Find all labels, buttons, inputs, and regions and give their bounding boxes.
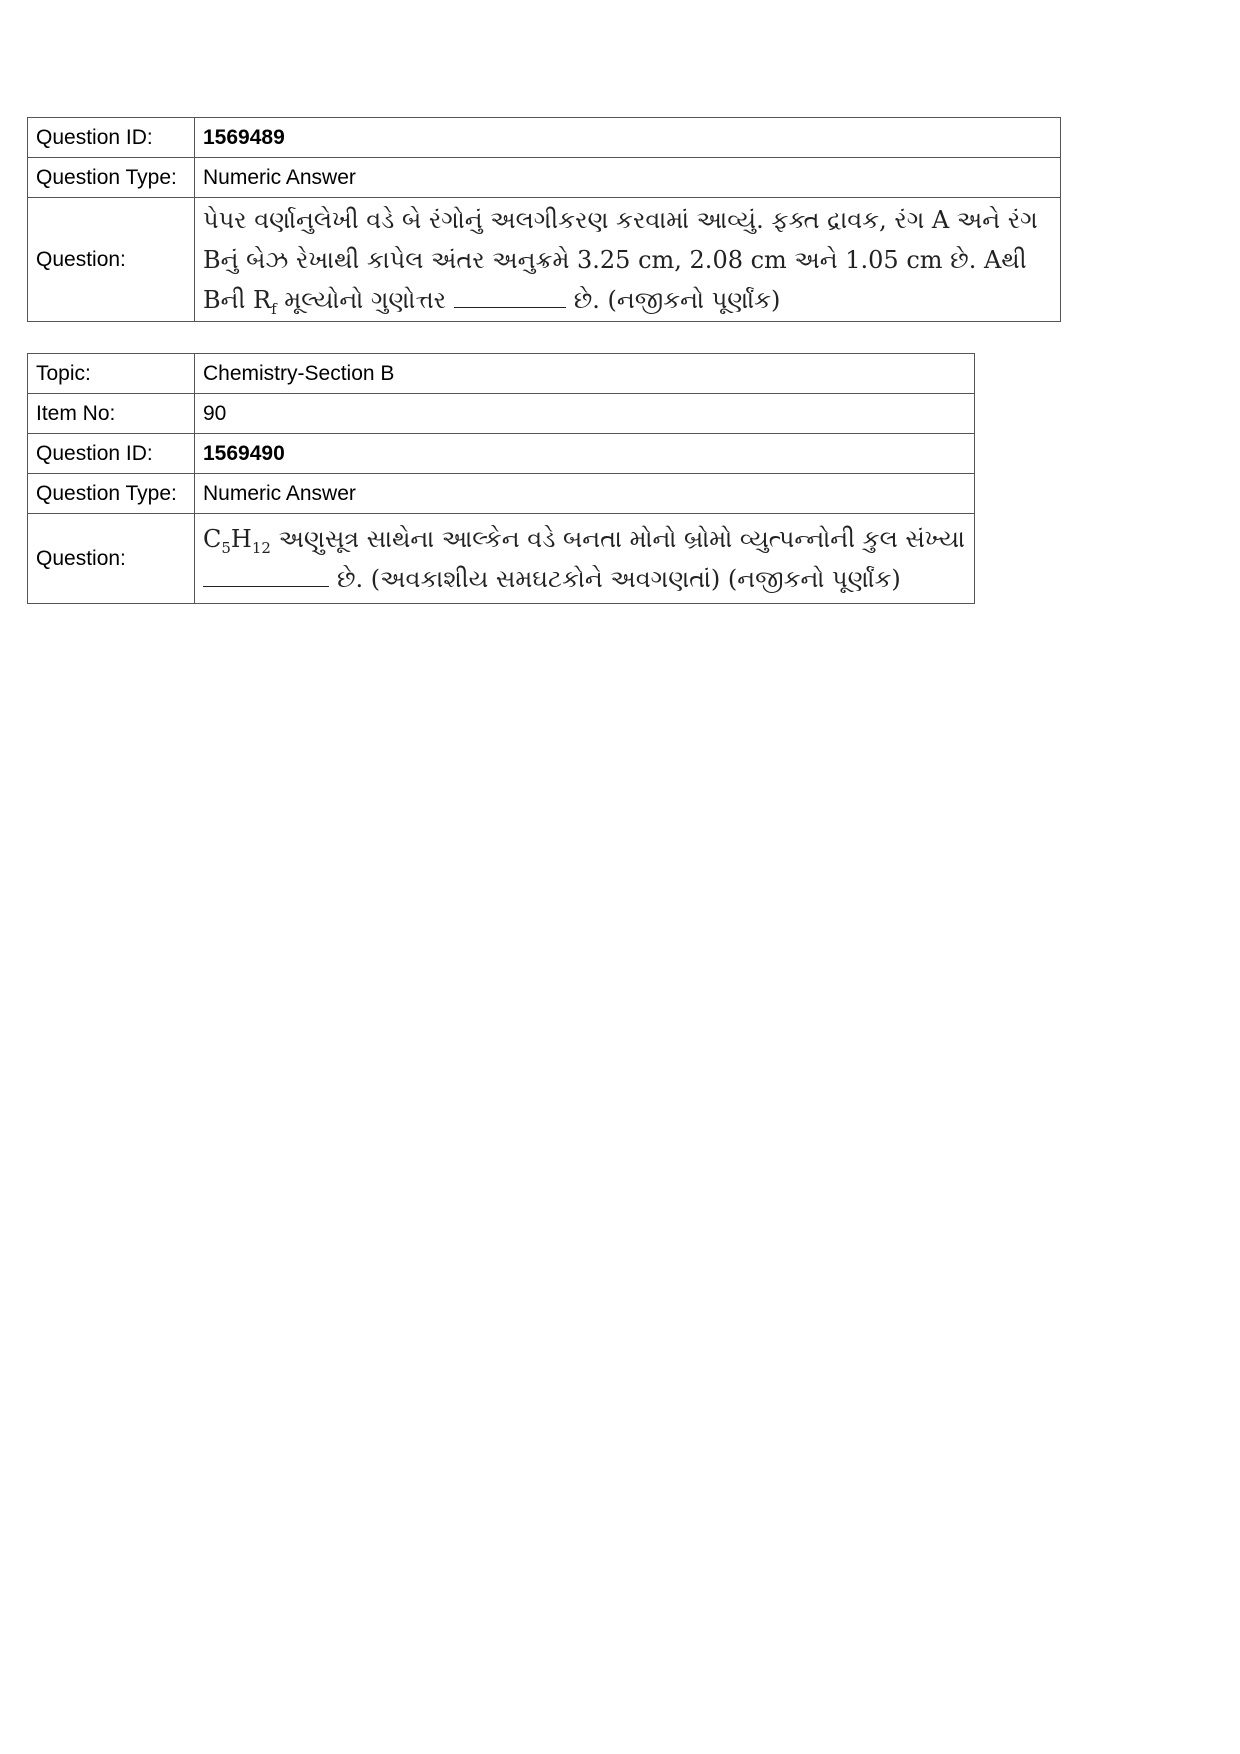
question-text-cell [195,198,1061,322]
question-type-label: Question Type: [28,158,195,198]
topic-label: Topic: [28,354,195,394]
question-text-part2: છે. (અવકાશીય સમઘટકોને અવગણતાં) (નજીકનો પૂર્ણાંક) [337,564,901,593]
question-id-row [28,118,1061,158]
question-id-value: 1569490 [195,434,975,474]
question-label: Question: [28,514,195,604]
question-text-cell [195,514,975,604]
question-text-part1: અણુસૂત્ર સાથેના આલ્કેન વડે બનતા મોનો બ્રોમો વ્યુત્પન્નોની કુલ સંખ્યા [270,524,965,553]
question-text [203,519,966,599]
question-type-value: Numeric Answer [195,158,1061,198]
answer-blank [203,566,329,587]
question-type-label: Question Type: [28,474,195,514]
question-id-label: Question ID: [28,118,195,158]
item-no-value: 90 [195,394,975,434]
question-id-label: Question ID: [28,434,195,474]
formula-c: C [203,524,222,553]
rf-subscript: f [271,299,277,318]
formula-h-subscript: 12 [251,538,271,557]
question-row [28,514,975,604]
question-label: Question: [28,198,195,322]
question-1569489-table [27,117,1061,322]
question-type-value: Numeric Answer [195,474,975,514]
question-text-part1: પેપર વર્ણાનુલેખી વડે બે રંગોનું અલગીકરણ કરવામાં આવ્યું. ફક્ત દ્રાવક, રંગ A અને રંગ Bનું બેઝ રેખાથી કાપેલ અંતર અનુક્રમે 3.25 cm, 2.08 cm અને 1.05 cm છે. Aથી Bની R [203,205,1038,314]
question-text-part2: મૂલ્યોનો ગુણોત્તર [276,285,447,314]
question-type-row [28,158,1061,198]
question-text-part3: છે. (નજીકનો પૂર્ણાંક) [573,285,781,314]
question-id-row [28,434,975,474]
question-id-value: 1569489 [195,118,1061,158]
topic-row [28,354,975,394]
formula-h: H [230,524,252,553]
item-no-row [28,394,975,434]
question-row [28,198,1061,322]
question-1569490-table [27,353,975,604]
item-no-label: Item No: [28,394,195,434]
question-text [203,200,1052,320]
formula-c-subscript: 5 [221,538,231,557]
topic-value: Chemistry-Section B [195,354,975,394]
question-type-row [28,474,975,514]
answer-blank [454,287,566,308]
